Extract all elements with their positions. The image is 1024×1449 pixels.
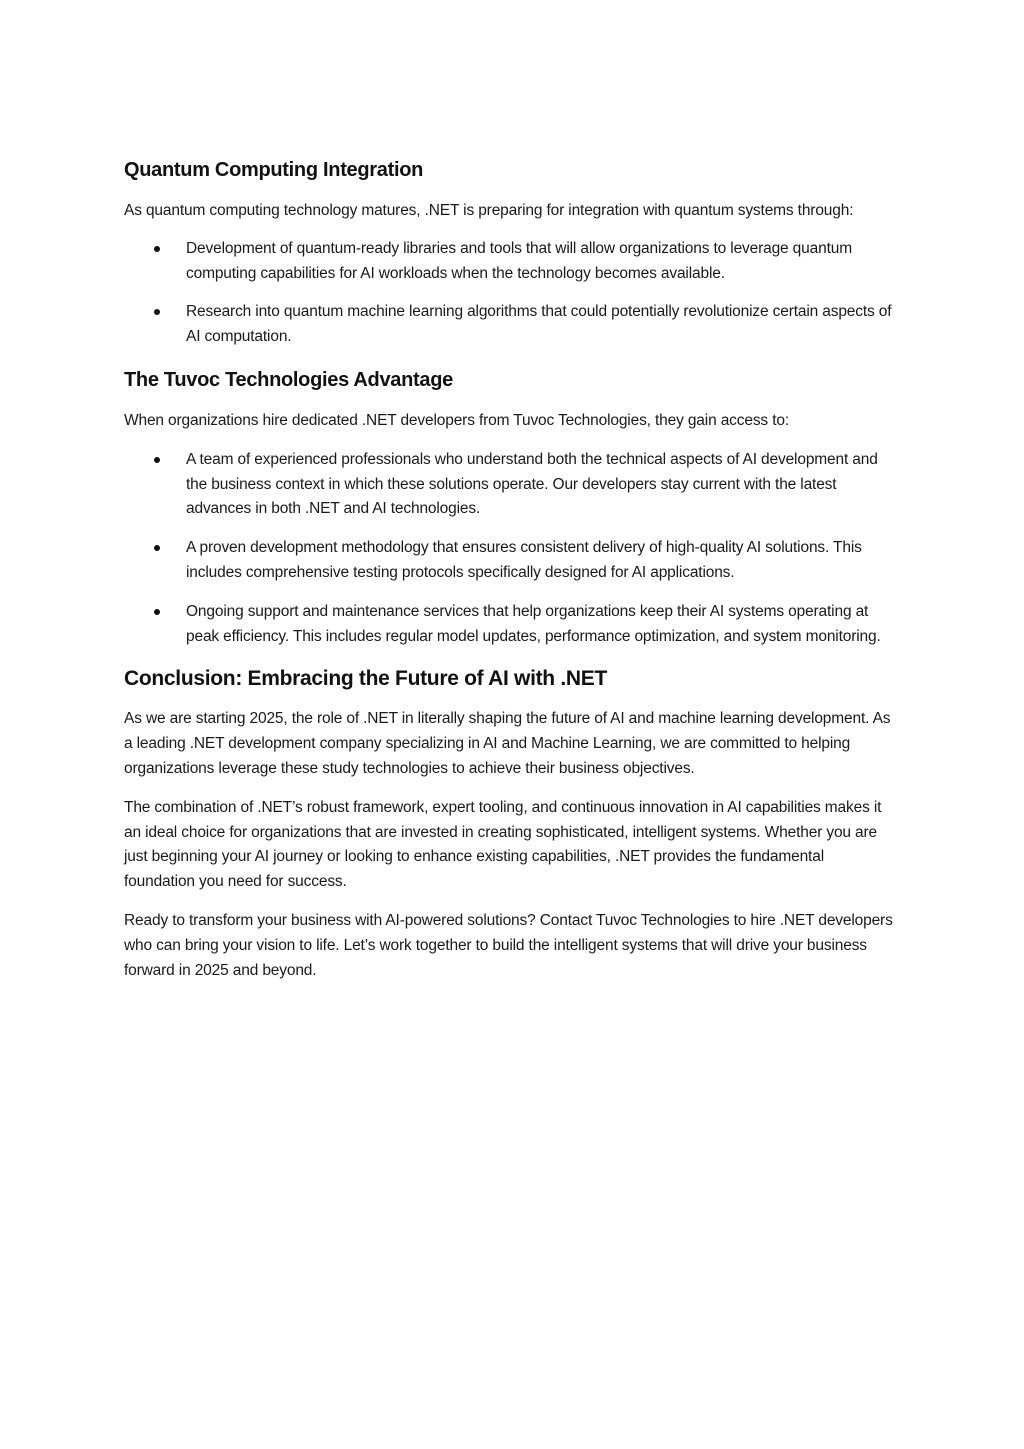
- list-item: [124, 536, 894, 586]
- bullet-icon: [154, 609, 160, 615]
- conclusion-paragraph-3: Ready to transform your business with AI-powered solutions? Contact Tuvoc Technologies to hire .NET developers who can bring your vision to life. Let’s work together to build the intelligent systems that will drive your business forward in 2025 and beyond.: [124, 911, 893, 979]
- quantum-intro-paragraph: As quantum computing technology matures, .NET is preparing for integration with quantum systems through:: [124, 202, 854, 219]
- heading-quantum-computing-integration: Quantum Computing Integration: [124, 159, 424, 181]
- list-item-text: A proven development methodology that ensures consistent delivery of high-quality AI solutions. This includes comprehensive testing protocols specifically designed for AI applications.: [186, 539, 862, 581]
- list-item: [124, 300, 894, 350]
- heading-conclusion: Conclusion: Embracing the Future of AI with .NET: [124, 667, 607, 691]
- list-item-text: Research into quantum machine learning algorithms that could potentially revolutionize certain aspects of AI computation.: [186, 303, 892, 346]
- tuvoc-intro-paragraph: When organizations hire dedicated .NET developers from Tuvoc Technologies, they gain access to:: [124, 411, 789, 429]
- conclusion-paragraph-1: As we are starting 2025, the role of .NET in literally shaping the future of AI and machine learning development. As a leading .NET development company specializing in AI and Machine Learning, we are committed to helping organizations leverage these study technologies to achieve their business objectives.: [124, 710, 891, 777]
- list-item-text: Ongoing support and maintenance services that help organizations keep their AI systems operating at peak efficiency. This includes regular model updates, performance optimization, and system monitoring.: [186, 602, 881, 645]
- bullet-icon: [154, 309, 160, 315]
- tuvoc-bullet-list: [124, 448, 894, 650]
- list-item: [124, 237, 894, 287]
- bullet-icon: [154, 246, 160, 252]
- bullet-icon: [154, 457, 160, 463]
- quantum-bullet-list: [124, 237, 894, 350]
- bullet-icon: [154, 545, 160, 551]
- list-item: [124, 448, 894, 522]
- heading-tuvoc-technologies-advantage: The Tuvoc Technologies Advantage: [124, 368, 453, 391]
- list-item-text: A team of experienced professionals who understand both the technical aspects of AI development and the business context in which these solutions operate. Our developers stay current with the latest advances in both .NET and AI technologies.: [186, 450, 878, 518]
- list-item: [124, 600, 894, 650]
- conclusion-paragraph-2: The combination of .NET’s robust framework, expert tooling, and continuous innovation in AI capabilities makes it an ideal choice for organizations that are invested in creating sophisticated, intelligent systems. Whether you are just beginning your AI journey or looking to enhance existing capabilities, .NET provides the fundamental foundation you need for success.: [124, 798, 882, 891]
- list-item-text: Development of quantum-ready libraries and tools that will allow organizations to leverage quantum computing capabilities for AI workloads when the technology becomes available.: [186, 239, 852, 282]
